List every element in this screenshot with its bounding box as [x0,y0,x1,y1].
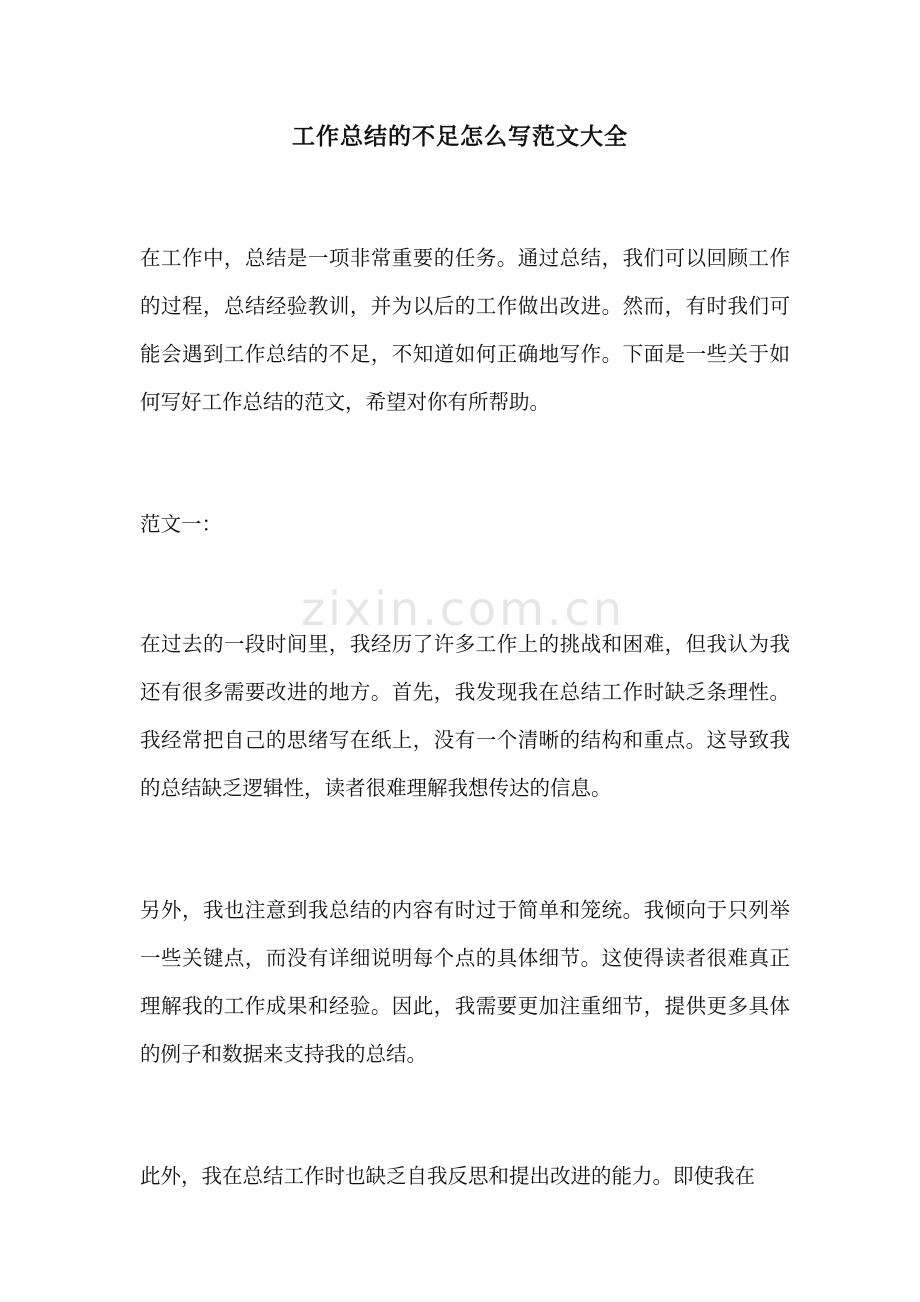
example-one-paragraph-1: 在过去的一段时间里，我经历了许多工作上的挑战和困难，但我认为我还有很多需要改进的地方。首先，我发现我在总结工作时缺乏条理性。我经常把自己的思绪写在纸上，没有一个清晰的结构和重点。这导致我的总结缺乏逻辑性，读者很难理解我想传达的信息。 [140,632,790,800]
example-one-paragraph-2: 另外，我也注意到我总结的内容有时过于简单和笼统。我倾向于只列举一些关键点，而没有详细说明每个点的具体细节。这使得读者很难真正理解我的工作成果和经验。因此，我需要更加注重细节，提供更多具体的例子和数据来支持我的总结。 [140,898,790,1066]
intro-paragraph: 在工作中，总结是一项非常重要的任务。通过总结，我们可以回顾工作的过程，总结经验教训，并为以后的工作做出改进。然而，有时我们可能会遇到工作总结的不足，不知道如何正确地写作。下面是一些关于如何写好工作总结的范文，希望对你有所帮助。 [140,246,790,414]
section-heading-example-one: 范文一： [140,512,222,536]
watermark: zixin.com.cn [300,582,626,636]
example-one-paragraph-3: 此外，我在总结工作时也缺乏自我反思和提出改进的能力。即使我在 [140,1164,755,1188]
document-title: 工作总结的不足怎么写范文大全 [292,123,628,150]
